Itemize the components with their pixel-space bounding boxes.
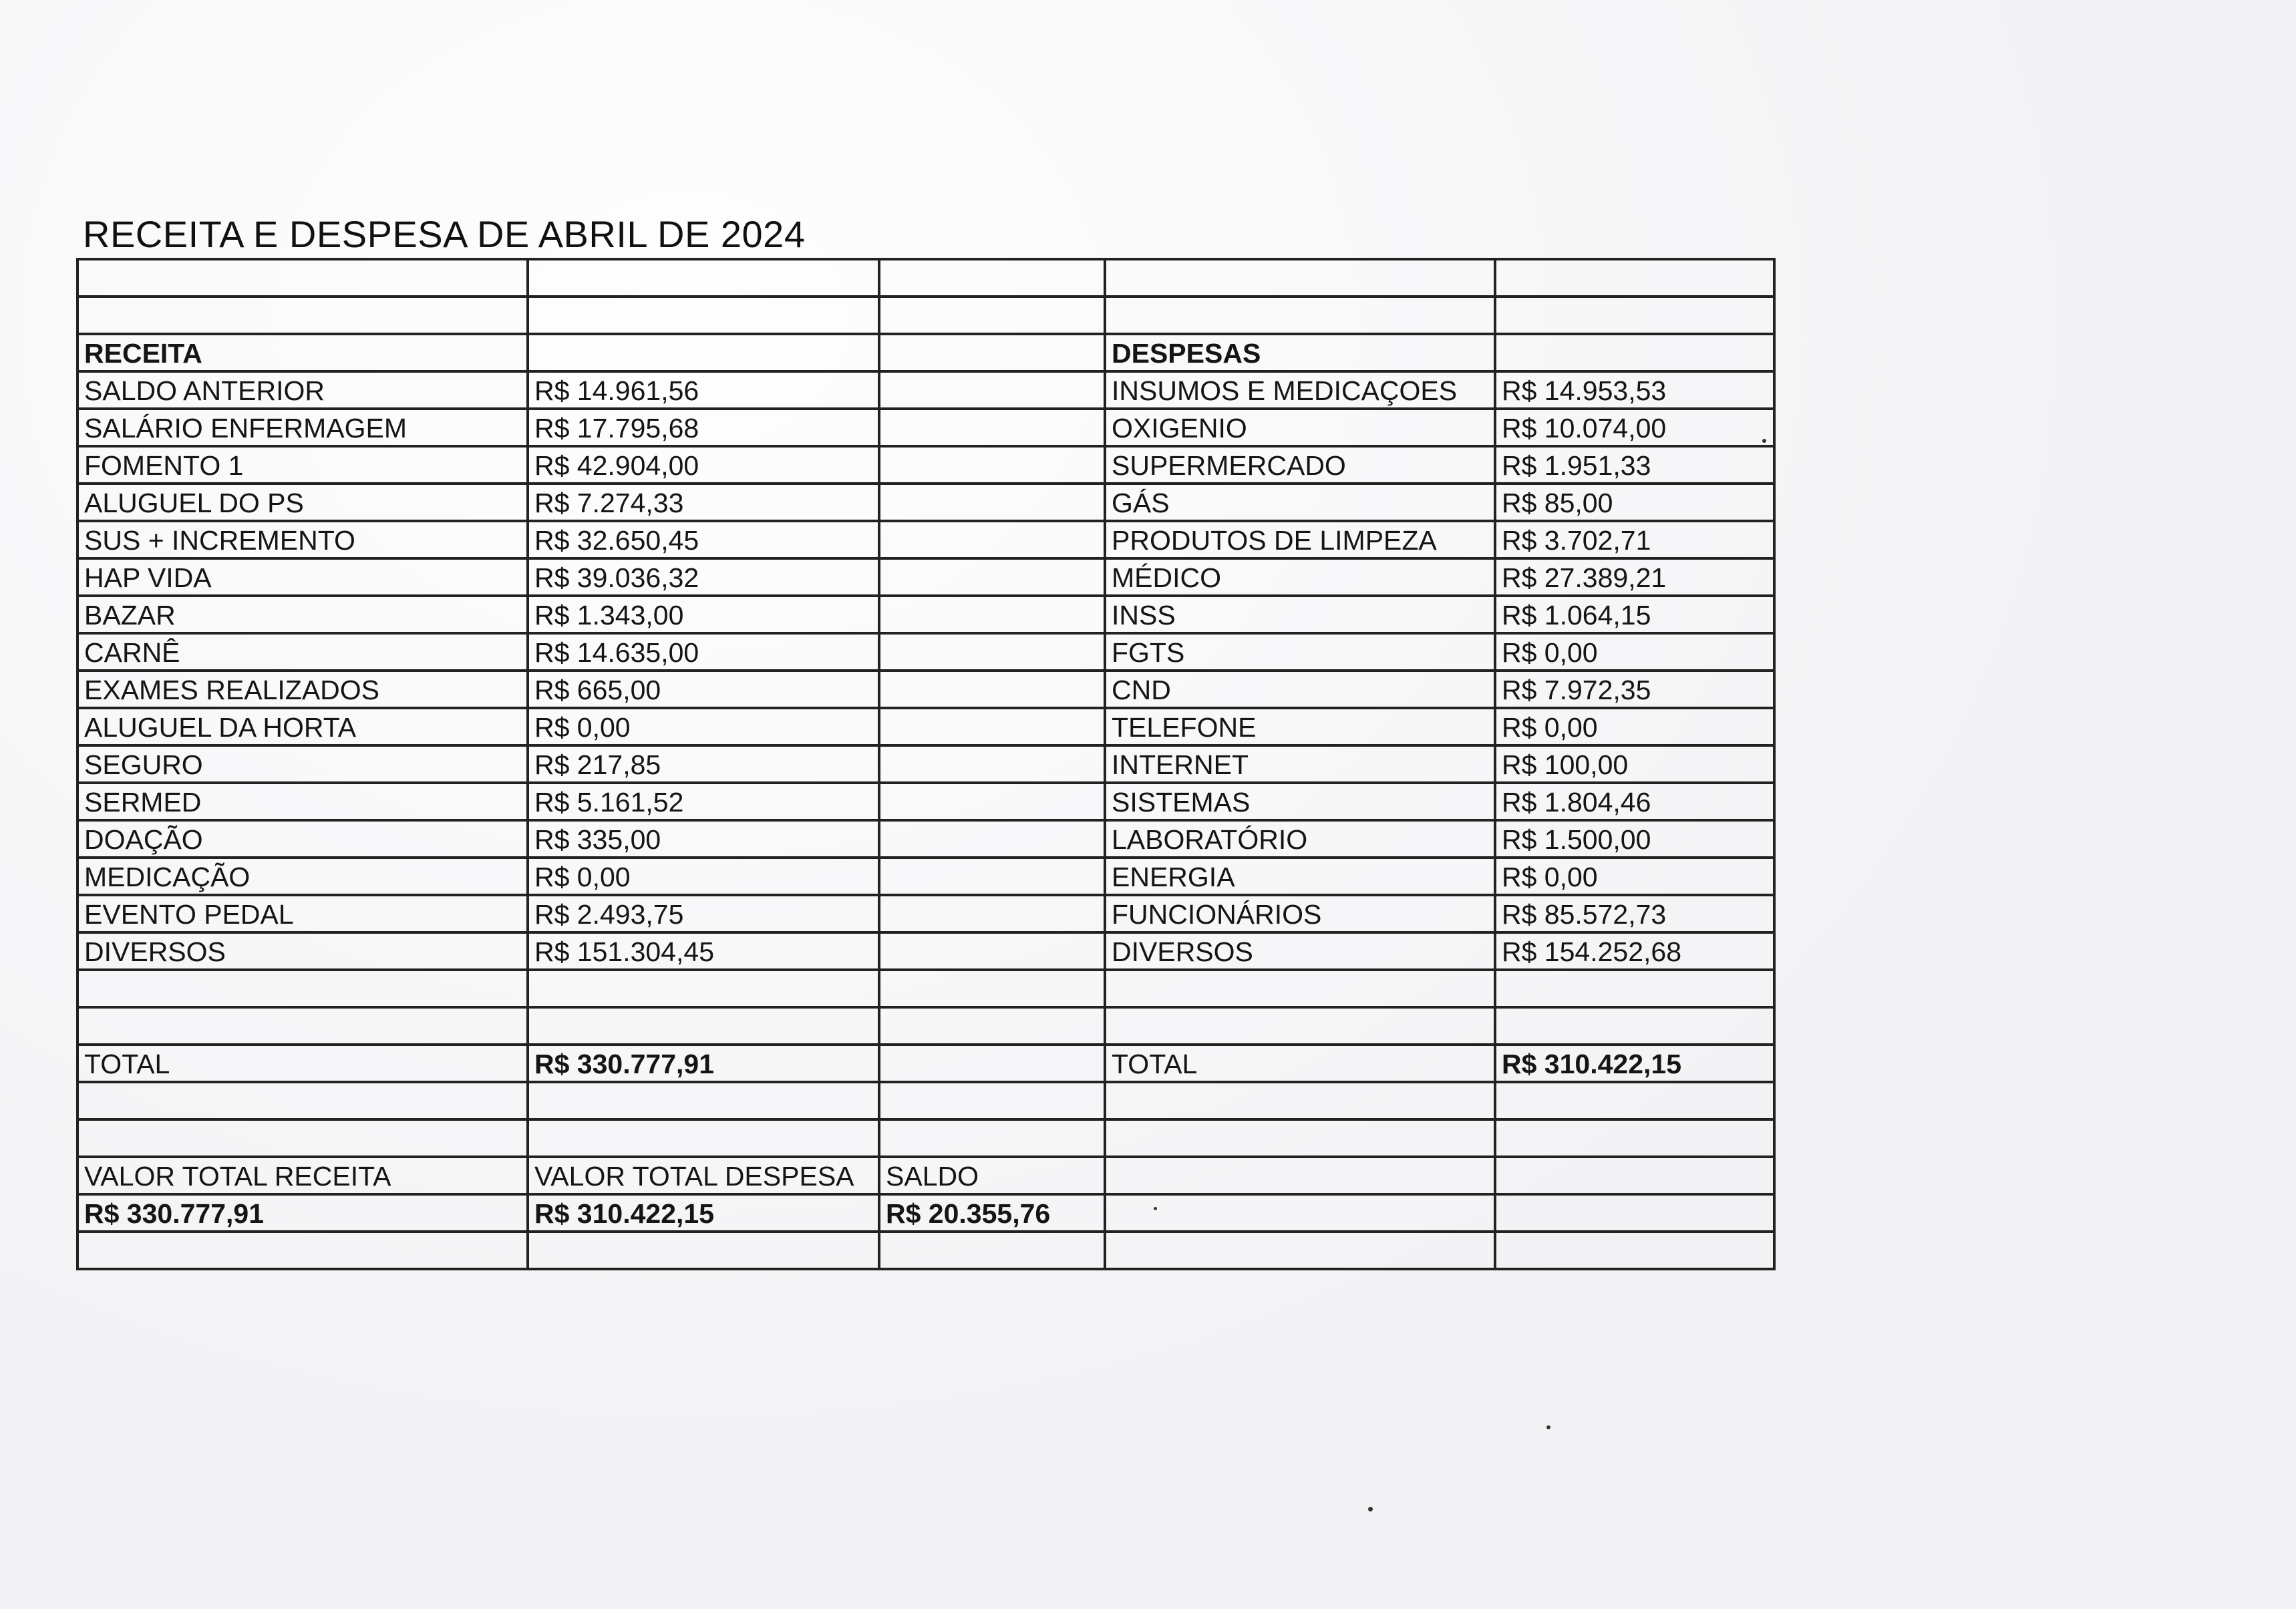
receita-label: DIVERSOS bbox=[77, 932, 528, 970]
despesa-value: R$ 154.252,68 bbox=[1495, 932, 1774, 970]
despesa-label: TELEFONE bbox=[1105, 708, 1495, 745]
receita-total-label: TOTAL bbox=[77, 1045, 528, 1082]
totals-row bbox=[77, 1045, 1774, 1082]
blank-row bbox=[77, 1119, 1774, 1157]
blank-cell bbox=[1495, 1082, 1774, 1119]
despesa-label: FGTS bbox=[1105, 633, 1495, 671]
blank-row bbox=[77, 1232, 1774, 1269]
blank-cell bbox=[1495, 1194, 1774, 1232]
blank-cell bbox=[528, 1007, 879, 1045]
blank-cell bbox=[879, 259, 1105, 297]
blank-cell bbox=[879, 745, 1105, 783]
receita-label: SERMED bbox=[77, 783, 528, 820]
despesas-header: DESPESAS bbox=[1105, 334, 1495, 371]
receita-value: R$ 151.304,45 bbox=[528, 932, 879, 970]
despesa-label: MÉDICO bbox=[1105, 558, 1495, 596]
despesa-total-value: R$ 310.422,15 bbox=[1495, 1045, 1774, 1082]
blank-cell bbox=[77, 297, 528, 334]
ledger-body bbox=[77, 259, 1774, 1269]
receita-value: R$ 217,85 bbox=[528, 745, 879, 783]
blank-cell bbox=[879, 1232, 1105, 1269]
blank-row bbox=[77, 297, 1774, 334]
blank-cell bbox=[1105, 1157, 1495, 1194]
receita-value: R$ 14.961,56 bbox=[528, 371, 879, 409]
despesa-value: R$ 10.074,00 bbox=[1495, 409, 1774, 446]
table-row bbox=[77, 371, 1774, 409]
blank-cell bbox=[1105, 297, 1495, 334]
valor-total-despesa-value: R$ 310.422,15 bbox=[528, 1194, 879, 1232]
despesa-value: R$ 1.500,00 bbox=[1495, 820, 1774, 858]
blank-cell bbox=[77, 970, 528, 1007]
receita-label: ALUGUEL DO PS bbox=[77, 484, 528, 521]
receita-label: ALUGUEL DA HORTA bbox=[77, 708, 528, 745]
table-row bbox=[77, 521, 1774, 558]
table-row bbox=[77, 708, 1774, 745]
receita-label: EVENTO PEDAL bbox=[77, 895, 528, 932]
receita-label: SALDO ANTERIOR bbox=[77, 371, 528, 409]
blank-cell bbox=[77, 1082, 528, 1119]
table-row bbox=[77, 558, 1774, 596]
table-row bbox=[77, 820, 1774, 858]
despesa-label: CND bbox=[1105, 671, 1495, 708]
despesa-label: GÁS bbox=[1105, 484, 1495, 521]
despesa-label: FUNCIONÁRIOS bbox=[1105, 895, 1495, 932]
blank-cell bbox=[528, 259, 879, 297]
despesa-label: ENERGIA bbox=[1105, 858, 1495, 895]
valor-total-receita-label: VALOR TOTAL RECEITA bbox=[77, 1157, 528, 1194]
receita-label: SALÁRIO ENFERMAGEM bbox=[77, 409, 528, 446]
blank-cell bbox=[1495, 259, 1774, 297]
blank-cell bbox=[879, 297, 1105, 334]
table-row bbox=[77, 409, 1774, 446]
blank-row bbox=[77, 970, 1774, 1007]
blank-cell bbox=[1495, 334, 1774, 371]
despesa-label: OXIGENIO bbox=[1105, 409, 1495, 446]
receita-value: R$ 0,00 bbox=[528, 708, 879, 745]
despesa-label: SUPERMERCADO bbox=[1105, 446, 1495, 484]
blank-row bbox=[77, 1007, 1774, 1045]
despesa-value: R$ 1.804,46 bbox=[1495, 783, 1774, 820]
scan-speck bbox=[1368, 1507, 1373, 1511]
receita-label: HAP VIDA bbox=[77, 558, 528, 596]
scan-speck bbox=[1762, 439, 1766, 443]
blank-cell bbox=[879, 895, 1105, 932]
receita-total-value: R$ 330.777,91 bbox=[528, 1045, 879, 1082]
blank-cell bbox=[879, 446, 1105, 484]
summary-label-row bbox=[77, 1157, 1774, 1194]
blank-cell bbox=[1105, 1007, 1495, 1045]
blank-cell bbox=[879, 1119, 1105, 1157]
despesa-total-label: TOTAL bbox=[1105, 1045, 1495, 1082]
blank-cell bbox=[879, 334, 1105, 371]
blank-cell bbox=[1495, 1232, 1774, 1269]
blank-cell bbox=[77, 1232, 528, 1269]
blank-cell bbox=[879, 521, 1105, 558]
despesa-label: DIVERSOS bbox=[1105, 932, 1495, 970]
blank-cell bbox=[879, 970, 1105, 1007]
table-row bbox=[77, 671, 1774, 708]
summary-value-row bbox=[77, 1194, 1774, 1232]
blank-cell bbox=[1495, 1007, 1774, 1045]
saldo-value: R$ 20.355,76 bbox=[879, 1194, 1105, 1232]
receita-label: BAZAR bbox=[77, 596, 528, 633]
blank-cell bbox=[528, 1082, 879, 1119]
receita-value: R$ 0,00 bbox=[528, 858, 879, 895]
blank-cell bbox=[1105, 1082, 1495, 1119]
receita-label: SEGURO bbox=[77, 745, 528, 783]
receita-value: R$ 2.493,75 bbox=[528, 895, 879, 932]
blank-cell bbox=[1495, 970, 1774, 1007]
despesa-value: R$ 1.951,33 bbox=[1495, 446, 1774, 484]
blank-cell bbox=[528, 1232, 879, 1269]
despesa-value: R$ 100,00 bbox=[1495, 745, 1774, 783]
receita-value: R$ 14.635,00 bbox=[528, 633, 879, 671]
blank-cell bbox=[1105, 970, 1495, 1007]
receita-value: R$ 32.650,45 bbox=[528, 521, 879, 558]
table-row bbox=[77, 895, 1774, 932]
blank-cell bbox=[77, 259, 528, 297]
despesa-label: SISTEMAS bbox=[1105, 783, 1495, 820]
despesa-value: R$ 0,00 bbox=[1495, 858, 1774, 895]
blank-cell bbox=[879, 371, 1105, 409]
blank-cell bbox=[1495, 1119, 1774, 1157]
table-row bbox=[77, 596, 1774, 633]
despesa-label: LABORATÓRIO bbox=[1105, 820, 1495, 858]
blank-cell bbox=[879, 671, 1105, 708]
blank-cell bbox=[879, 409, 1105, 446]
blank-cell bbox=[1105, 1194, 1495, 1232]
despesa-label: INTERNET bbox=[1105, 745, 1495, 783]
despesa-value: R$ 27.389,21 bbox=[1495, 558, 1774, 596]
blank-cell bbox=[879, 1082, 1105, 1119]
despesa-value: R$ 14.953,53 bbox=[1495, 371, 1774, 409]
despesa-value: R$ 3.702,71 bbox=[1495, 521, 1774, 558]
valor-total-despesa-label: VALOR TOTAL DESPESA bbox=[528, 1157, 879, 1194]
blank-cell bbox=[528, 334, 879, 371]
blank-cell bbox=[879, 558, 1105, 596]
scan-speck bbox=[1546, 1425, 1550, 1429]
section-header-row bbox=[77, 334, 1774, 371]
receita-value: R$ 335,00 bbox=[528, 820, 879, 858]
receita-label: CARNÊ bbox=[77, 633, 528, 671]
blank-cell bbox=[879, 484, 1105, 521]
despesa-label: PRODUTOS DE LIMPEZA bbox=[1105, 521, 1495, 558]
saldo-label: SALDO bbox=[879, 1157, 1105, 1194]
despesa-value: R$ 1.064,15 bbox=[1495, 596, 1774, 633]
blank-cell bbox=[1105, 1119, 1495, 1157]
blank-cell bbox=[528, 1119, 879, 1157]
valor-total-receita-value: R$ 330.777,91 bbox=[77, 1194, 528, 1232]
blank-cell bbox=[528, 297, 879, 334]
receita-value: R$ 5.161,52 bbox=[528, 783, 879, 820]
ledger-table bbox=[76, 258, 1776, 1270]
blank-cell bbox=[879, 596, 1105, 633]
table-row bbox=[77, 745, 1774, 783]
blank-cell bbox=[528, 970, 879, 1007]
blank-cell bbox=[879, 1045, 1105, 1082]
table-row bbox=[77, 783, 1774, 820]
despesa-value: R$ 85.572,73 bbox=[1495, 895, 1774, 932]
blank-row bbox=[77, 1082, 1774, 1119]
blank-cell bbox=[1105, 1232, 1495, 1269]
receita-value: R$ 17.795,68 bbox=[528, 409, 879, 446]
receita-label: SUS + INCREMENTO bbox=[77, 521, 528, 558]
blank-cell bbox=[879, 1007, 1105, 1045]
receita-value: R$ 7.274,33 bbox=[528, 484, 879, 521]
receita-value: R$ 1.343,00 bbox=[528, 596, 879, 633]
blank-cell bbox=[879, 820, 1105, 858]
blank-row bbox=[77, 259, 1774, 297]
receita-value: R$ 42.904,00 bbox=[528, 446, 879, 484]
receita-label: FOMENTO 1 bbox=[77, 446, 528, 484]
receita-value: R$ 665,00 bbox=[528, 671, 879, 708]
despesa-value: R$ 85,00 bbox=[1495, 484, 1774, 521]
despesa-label: INSUMOS E MEDICAÇOES bbox=[1105, 371, 1495, 409]
despesa-value: R$ 0,00 bbox=[1495, 708, 1774, 745]
receita-header: RECEITA bbox=[77, 334, 528, 371]
table-row bbox=[77, 858, 1774, 895]
receita-value: R$ 39.036,32 bbox=[528, 558, 879, 596]
receita-label: DOAÇÃO bbox=[77, 820, 528, 858]
receita-label: MEDICAÇÃO bbox=[77, 858, 528, 895]
page-title: RECEITA E DESPESA DE ABRIL DE 2024 bbox=[83, 213, 806, 255]
blank-cell bbox=[879, 858, 1105, 895]
table-row bbox=[77, 932, 1774, 970]
despesa-value: R$ 7.972,35 bbox=[1495, 671, 1774, 708]
blank-cell bbox=[1105, 259, 1495, 297]
blank-cell bbox=[1495, 1157, 1774, 1194]
blank-cell bbox=[879, 932, 1105, 970]
table-row bbox=[77, 446, 1774, 484]
despesa-value: R$ 0,00 bbox=[1495, 633, 1774, 671]
blank-cell bbox=[879, 783, 1105, 820]
scan-speck bbox=[1154, 1207, 1157, 1210]
table-row bbox=[77, 633, 1774, 671]
table-row bbox=[77, 484, 1774, 521]
blank-cell bbox=[879, 633, 1105, 671]
blank-cell bbox=[879, 708, 1105, 745]
blank-cell bbox=[77, 1007, 528, 1045]
blank-cell bbox=[77, 1119, 528, 1157]
blank-cell bbox=[1495, 297, 1774, 334]
despesa-label: INSS bbox=[1105, 596, 1495, 633]
receita-label: EXAMES REALIZADOS bbox=[77, 671, 528, 708]
